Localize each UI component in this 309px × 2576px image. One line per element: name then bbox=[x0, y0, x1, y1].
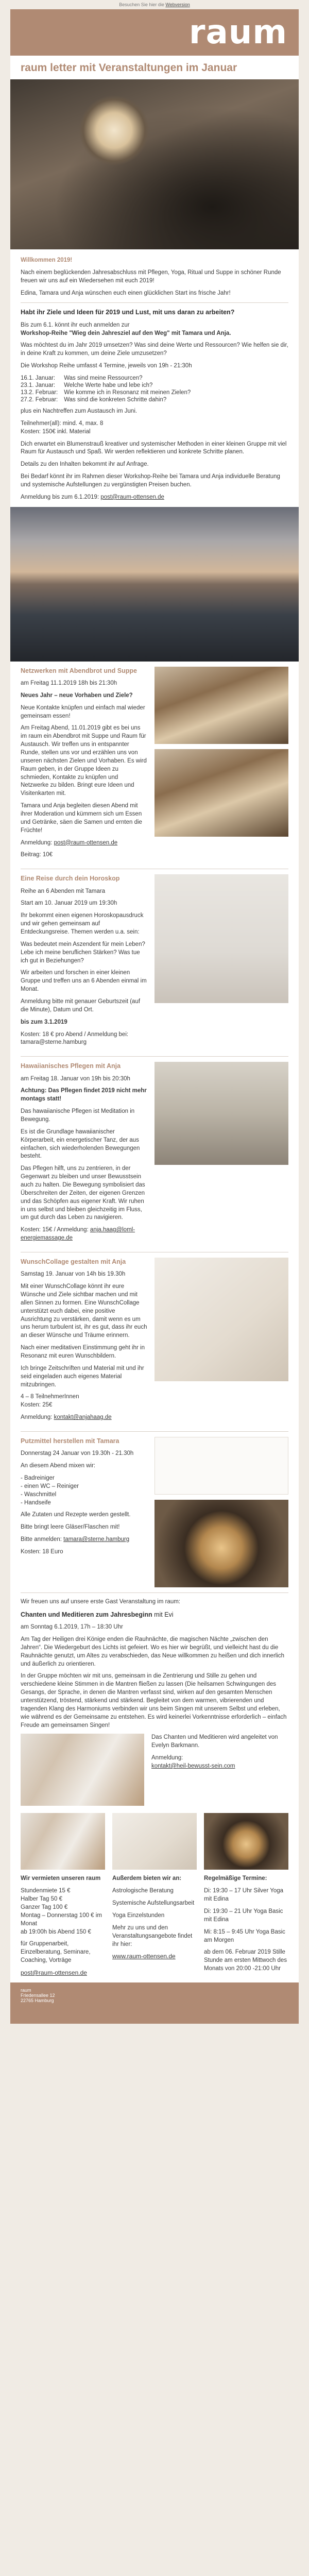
date: 16.1. Januar: bbox=[21, 375, 56, 381]
rent-line: ab 19:00h bis Abend 150 € bbox=[21, 1928, 91, 1935]
pflegen-p2: Es ist die Grundlage hawaiianischer Körperarbeit, ein energetischer Tanz, der aus einfachen, sich wiederholenden Bewegungen besteht. bbox=[21, 1128, 140, 1160]
rent-title: Wir vermieten unseren raum bbox=[21, 1875, 101, 1882]
regular-line: ab dem 06. Februar 2019 Stille Stunde am ersten Mittwoch des Monats von 20:00 -21:00 Uhr bbox=[204, 1949, 287, 1972]
date: 27.2. Februar: bbox=[21, 396, 58, 403]
workshop-extra: plus ein Nachtreffen zum Austausch im Juni. bbox=[21, 408, 138, 414]
welcome-text-1: Nach einem beglückenden Jahresabschluss mit Pflegen, Yoga, Ritual und Suppe in schöner Runde freuen wir uns auf ein Wiedersehen mit euch 2019! bbox=[21, 269, 281, 284]
divider bbox=[21, 1431, 288, 1432]
putzen-email-link[interactable]: tamara@sterne.hamburg bbox=[63, 1536, 130, 1543]
pflegen-p1: Das hawaiianische Pflegen ist Meditation in Bewegung. bbox=[21, 1108, 135, 1123]
welcome-title: Willkommen 2019! bbox=[21, 257, 73, 263]
singen-register bbox=[151, 1754, 288, 1771]
date-row bbox=[21, 389, 197, 396]
singen-email-link[interactable]: kontakt@heil-bewusst-sein.com bbox=[151, 1763, 235, 1770]
netzwerk-p1: Neue Kontakte knüpfen und einfach mal wieder gemeinsam essen! bbox=[21, 704, 145, 719]
horoskop-cost: Kosten: 18 € pro Abend / Anmeldung bei: tamara@sterne.hamburg bbox=[21, 1031, 129, 1046]
collage-p3: Ich bringe Zeitschriften und Material mit und ihr seid eingeladen auch eigenes Material mitzubringen. bbox=[21, 1365, 144, 1388]
notebook-image bbox=[112, 1813, 197, 1870]
netzwerk-sub: Neues Jahr – neue Vorhaben und Ziele? bbox=[21, 692, 133, 699]
netzwerk-email-link[interactable]: post@raum-ottensen.de bbox=[54, 839, 118, 846]
horoskop-sub: Reihe an 6 Abenden mit Tamara bbox=[21, 888, 106, 894]
putzen-item: - Handseife bbox=[21, 1499, 51, 1506]
column-offer bbox=[112, 1875, 197, 1977]
putzen-p3: Bitte bringt leere Gläser/Flaschen mit! bbox=[21, 1524, 120, 1531]
register-label: Anmeldung bis zum 6.1.2019: bbox=[21, 494, 99, 500]
date: 13.2. Februar: bbox=[21, 389, 58, 396]
putzen-images bbox=[154, 1437, 288, 1587]
offer-line: Systemische Aufstellungsarbeit bbox=[112, 1900, 195, 1907]
bottom-images bbox=[10, 1813, 299, 1870]
singen-image-wrap bbox=[21, 1734, 144, 1806]
horoskop-images bbox=[154, 874, 288, 1051]
putzen-item: - Badreiniger bbox=[21, 1475, 55, 1481]
workshop-p5: Bei Bedarf könnt ihr im Rahmen dieser Workshop-Reihe bei Tamara und Anja individuelle Beratung und systemische Aufstellungen zu vergünstigten Preisen buchen. bbox=[21, 473, 280, 488]
candle-image bbox=[21, 1734, 144, 1806]
pflegen-p3: Das Pflegen hilft, uns zu zentrieren, in der Gegenwart zu bleiben und unser Bewusstsein auch zu halten. Die Bewegung symbolisiert das Überschreiten der Zeiten, der eigenen Grenzen und das Schöpfen aus eigener Kraft. Wir ruhen in uns selbst und bleiben gleichzeitig im Fluss, um gut durch das Leben zu navigieren. bbox=[21, 1165, 145, 1221]
putzen-p2: Alle Zutaten und Rezepte werden gestellt. bbox=[21, 1512, 131, 1518]
netzwerk-date: am Freitag 11.1.2019 18h bis 21:30h bbox=[21, 680, 117, 686]
mixing-bowl-image bbox=[154, 1500, 288, 1587]
footer-line: raum bbox=[21, 1988, 31, 1993]
rent-line: Ganzer Tag 100 € bbox=[21, 1904, 68, 1911]
pflegen-title: Hawaiianisches Pflegen mit Anja bbox=[21, 1062, 121, 1070]
rent-line: Stundenmiete 15 € bbox=[21, 1888, 71, 1894]
workshop-register bbox=[21, 494, 288, 502]
cleaning-products-image bbox=[154, 1437, 288, 1495]
workshop-cost: Kosten: 150€ inkl. Material bbox=[21, 428, 91, 435]
dinner-table-image bbox=[154, 749, 288, 837]
register-label: Bitte anmelden: bbox=[21, 1536, 62, 1543]
regular-line: Di: 19:30 – 17 Uhr Silver Yoga mit Edina bbox=[204, 1888, 284, 1903]
register-label: Anmeldung: bbox=[151, 1755, 183, 1761]
divider bbox=[21, 1592, 288, 1593]
register-label: Anmeldung: bbox=[21, 1414, 53, 1421]
workshop-p3: Dich erwartet ein Blumenstrauß kreativer und systemischer Methoden in einer kleinen Gruppe mit viel Raum für Austausch und Spaß. Wir werden reflektieren und konkrete Schritte planen. bbox=[21, 440, 287, 455]
horoskop-p3: Wir arbeiten und forschen in einer kleinen Gruppe und treffen uns an 6 Abenden einmal im Monat. bbox=[21, 970, 147, 993]
collage-text bbox=[21, 1258, 147, 1426]
singen-info bbox=[151, 1734, 288, 1806]
singen-intro: Wir freuen uns auf unsere erste Gast Veranstaltung im raum: bbox=[21, 1599, 181, 1605]
footer-line: 22765 Hamburg bbox=[21, 1998, 54, 2004]
preheader bbox=[10, 0, 299, 9]
workshop-participants: Teilnehmer(all): mind. 4, max. 8 bbox=[21, 420, 104, 427]
webversion-link[interactable]: Webversion bbox=[165, 2, 190, 7]
netzwerk-text bbox=[21, 667, 147, 864]
topic: Wie komme ich in Resonanz mit meinen Zielen? bbox=[64, 389, 191, 396]
lake-sunset-image bbox=[10, 507, 299, 662]
pflegen-text bbox=[21, 1062, 147, 1247]
newsletter bbox=[10, 0, 299, 2024]
welcome-text-2: Edina, Tamara und Anja wünschen euch einen glücklichen Start ins frische Jahr! bbox=[21, 290, 231, 296]
horoskop-p4: Anmeldung bitte mit genauer Geburtszeit (auf die Minute), Datum und Ort. bbox=[21, 998, 141, 1013]
collage-section bbox=[10, 1258, 299, 1426]
netzwerk-title: Netzwerken mit Abendbrot und Suppe bbox=[21, 667, 137, 674]
singen-date: am Sonntag 6.1.2019, 17h – 18:30 Uhr bbox=[21, 1624, 123, 1631]
collage-images bbox=[154, 1258, 288, 1426]
topic: Welche Werte habe und lebe ich? bbox=[64, 382, 153, 388]
putzen-title: Putzmittel herstellen mit Tamara bbox=[21, 1437, 119, 1445]
preheader-text: Besuchen Sie hier die bbox=[119, 2, 164, 7]
putzen-item: - Waschmittel bbox=[21, 1491, 57, 1498]
welcome-section bbox=[10, 249, 299, 297]
horoskop-p2: Was bedeutet mein Aszendent für mein Leben? Lebe ich meine beruflichen Stärken? Was tue ich gut in Beziehungen? bbox=[21, 941, 145, 964]
horoskop-title: Eine Reise durch dein Horoskop bbox=[21, 875, 120, 883]
divider bbox=[21, 1056, 288, 1057]
workshop-section bbox=[10, 308, 299, 501]
netzwerk-register bbox=[21, 839, 147, 848]
footer bbox=[10, 1982, 299, 2024]
divider bbox=[21, 302, 288, 303]
singen-title-text: Chanten und Meditieren zum Jahresbeginn bbox=[21, 1611, 152, 1618]
website-link[interactable]: www.raum-ottensen.de bbox=[112, 1953, 176, 1960]
singen-p3: Das Chanten und Meditieren wird angeleitet von Evelyn Barkmann. bbox=[151, 1734, 278, 1749]
footer-line: Friedensallee 12 bbox=[21, 1993, 55, 1998]
collage-date: Samstag 19. Januar von 14h bis 19.30h bbox=[21, 1271, 126, 1278]
singen-p1: Am Tag der Heiligen drei Könige enden die Rauhnächte, die magischen Nächte „zwischen den Jahren“. Die Wiedergeburt des Lichts ist gefeiert. Wo es hier wir begrüßt, und vielleicht hast du die Rauhnächte genutzt, um Altes zu verabschieden, das Neue willkommen zu heißen und dich innerlich und äußerlich zu orientieren. bbox=[21, 1636, 285, 1667]
header-banner bbox=[10, 9, 299, 56]
bottom-columns bbox=[10, 1875, 299, 1977]
pflegen-date: am Freitag 18. Januar von 19h bis 20:30h bbox=[21, 1075, 130, 1082]
offer-line: Yoga Einzelstunden bbox=[112, 1912, 165, 1919]
collage-email-link[interactable]: kontakt@anjahaag.de bbox=[54, 1414, 112, 1421]
workshop-dates bbox=[21, 375, 197, 403]
tamara-portrait-image bbox=[154, 874, 288, 1003]
collage-p2: Nach einer meditativen Einstimmung geht ihr in Resonanz mit euren Wunschbildern. bbox=[21, 1345, 145, 1359]
offer-line: Astrologische Beratung bbox=[112, 1888, 174, 1894]
pflegen-email-link[interactable]: anja.haag@loml-energiemassage.de bbox=[21, 1227, 135, 1242]
horoskop-deadline: bis zum 3.1.2019 bbox=[21, 1019, 67, 1025]
singen-title bbox=[21, 1611, 288, 1619]
soup-image bbox=[154, 667, 288, 744]
regular-title: Regelmäßige Termine: bbox=[204, 1875, 267, 1882]
singen-row bbox=[10, 1734, 299, 1806]
workshop-p4: Details zu den Inhalten bekommt ihr auf Anfrage. bbox=[21, 461, 149, 468]
putzen-p1: An diesem Abend mixen wir: bbox=[21, 1463, 96, 1469]
horoskop-section bbox=[10, 874, 299, 1051]
collage-title: WunschCollage gestalten mit Anja bbox=[21, 1258, 126, 1266]
netzwerk-p2: Am Freitag Abend, 11.01.2019 gibt es bei uns im raum ein Abendbrot mit Suppe und Raum für Austausch. Wir treffen uns in entspannter Runde, stellen uns vor und erzählen uns von unseren nächsten Zielen und Vorhaben. Es wird Raum geben, in der Gruppe Ideen zu schmieden, Kontakte zu knüpfen und Netzwerke zu bilden. Bringt eure Ideen und Visitenkarten mit. bbox=[21, 725, 147, 797]
singen-p2: In der Gruppe möchten wir mit uns, gemeinsam in die Zentrierung und Stille zu gehen und verschiedene kleine Stimmen in die Mantren fließen zu lassen (Die heilsamen Schwingungen des Gesangs, der Sprache, in denen die Mantren verfasst sind, wirken auf den gesamten Menschen unterstützend, tröstend, stärkend und stärkend. Begleitet von dem warmen, vibrierenden und tragenden Klang des Harmoniums verbinden wir uns beim Singen mit unserem Selbst und erleben, wie während es der Gemeinsame zu entstehen. Es wird keinerlei Vorkenntnisse erforderlich – einfach Freude am gemeinsamen Singen! bbox=[21, 1673, 287, 1728]
topic: Was sind meine Ressourcen? bbox=[64, 375, 143, 381]
cost-label: Kosten: 15€ / Anmeldung: bbox=[21, 1227, 89, 1233]
workshop-intro: Bis zum 6.1. könnt ihr euch anmelden zur bbox=[21, 321, 130, 328]
pflegen-note: Achtung: Das Pflegen findet 2019 nicht mehr montags statt! bbox=[21, 1088, 147, 1103]
register-label: Anmeldung: bbox=[21, 839, 53, 846]
yoga-room-image bbox=[21, 1813, 105, 1870]
horoskop-text bbox=[21, 874, 147, 1051]
netzwerk-cost: Beitrag: 10€ bbox=[21, 852, 53, 858]
date-row bbox=[21, 396, 197, 403]
pflegen-register bbox=[21, 1226, 147, 1243]
headline: raum letter mit Veranstaltungen im Januar bbox=[10, 56, 299, 79]
logo[interactable]: raum bbox=[189, 13, 287, 52]
date-row bbox=[21, 382, 197, 389]
putzen-date: Donnerstag 24 Januar von 19.30h - 21.30h bbox=[21, 1450, 134, 1457]
collage-register bbox=[21, 1414, 147, 1422]
netzwerk-images bbox=[154, 667, 288, 864]
rent-text: für Gruppenarbeit, Einzelberatung, Seminare, Coaching, Vorträge bbox=[21, 1941, 91, 1964]
offer-text: Mehr zu uns und den Veranstaltungsangebote findet ihr hier: bbox=[112, 1924, 193, 1947]
regular-line: Mi: 8:15 – 9:45 Uhr Yoga Basic am Morgen bbox=[204, 1928, 285, 1943]
collage-image bbox=[154, 1258, 288, 1381]
column-rent bbox=[21, 1875, 105, 1977]
date-row bbox=[21, 375, 197, 382]
workshop-email-link[interactable]: post@raum-ottensen.de bbox=[100, 494, 164, 500]
regular-line: Di: 19:30 – 21 Uhr Yoga Basic mit Edina bbox=[204, 1908, 283, 1923]
netzwerk-p3: Tamara und Anja begleiten diesen Abend mit ihrer Moderation und kümmern sich um Essen und Getränke, säen die Samen und ernten die Früchte! bbox=[21, 803, 142, 834]
putzen-item: - einen WC – Reiniger bbox=[21, 1483, 79, 1489]
horoskop-p1: Ihr bekommt einen eigenen Horoskopausdruck und wir gehen gemeinsam auf Entdeckungsreise. Themen werden u.a. sein: bbox=[21, 912, 144, 935]
workshop-name: Workshop-Reihe "Wieg dein Jahresziel auf den Weg" mit Tamara und Anja. bbox=[21, 330, 231, 336]
topic: Was sind die konkreten Schritte dahin? bbox=[64, 396, 167, 403]
collage-participants: 4 – 8 TeilnehmerInnen bbox=[21, 1394, 79, 1400]
putzen-register bbox=[21, 1536, 147, 1544]
rent-line: Montag – Donnerstag 100 € im Monat bbox=[21, 1912, 102, 1927]
workshop-q2: Die Workshop Reihe umfasst 4 Termine, jeweils von 19h - 21:30h bbox=[21, 363, 192, 369]
dance-image bbox=[154, 1062, 288, 1165]
putzen-section bbox=[10, 1437, 299, 1587]
hero-image-flower bbox=[10, 79, 299, 249]
offer-title: Außerdem bieten wir an: bbox=[112, 1875, 182, 1882]
rent-email-link[interactable]: post@raum-ottensen.de bbox=[21, 1969, 87, 1977]
collage-p1: Mit einer WunschCollage könnt ihr eure Wünsche und Ziele sichtbar machen und mit allen Sinnen zu formen. Eine WunschCollage unterstützt euch dabei, eine positive Ausrichtung zu verstärken, damit wenn es um uns herum turbulent ist, ihr es gut, dass ihr euch an dieser Wünsche und Träume erinnern. bbox=[21, 1283, 147, 1339]
rent-line: Halber Tag 50 € bbox=[21, 1896, 62, 1903]
singen-who: mit Evi bbox=[154, 1611, 174, 1618]
horoskop-date: Start am 10. Januar 2019 um 19:30h bbox=[21, 900, 117, 907]
putzen-cost: Kosten: 18 Euro bbox=[21, 1549, 63, 1555]
pflegen-section bbox=[10, 1062, 299, 1247]
putzen-text bbox=[21, 1437, 147, 1587]
singen-section bbox=[10, 1598, 299, 1730]
bowls-image bbox=[204, 1813, 288, 1870]
netzwerk-section bbox=[10, 667, 299, 864]
workshop-q1: Was möchtest du im Jahr 2019 umsetzen? Was sind deine Werte und Ressourcen? Wie helfen sie dir, in deine Kraft zu kommen, um deine Ziele umzusetzen? bbox=[21, 342, 288, 357]
column-regular bbox=[204, 1875, 288, 1977]
workshop-title: Habt ihr Ziele und Ideen für 2019 und Lust, mit uns daran zu arbeiten? bbox=[21, 309, 235, 316]
pflegen-images bbox=[154, 1062, 288, 1247]
date: 23.1. Januar: bbox=[21, 382, 56, 388]
collage-cost: Kosten: 25€ bbox=[21, 1402, 53, 1409]
